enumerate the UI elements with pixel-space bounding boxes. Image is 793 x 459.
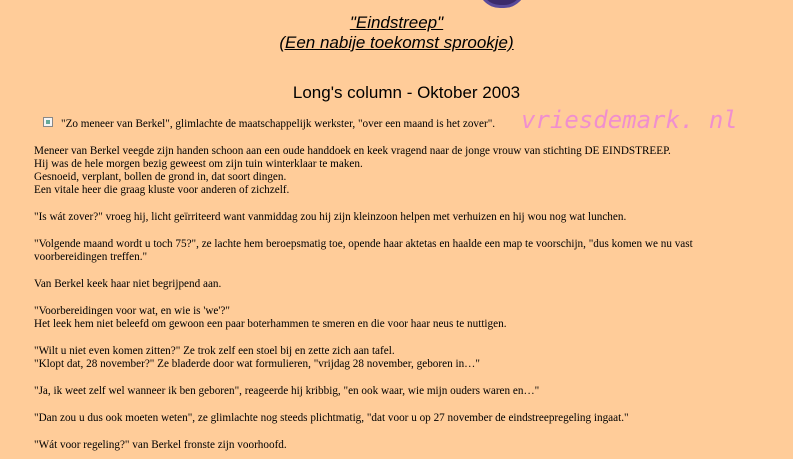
- paragraph-2-line-4: Een vitale heer die graag kluste voor anderen of zichzelf.: [34, 184, 290, 196]
- paragraph-1: "Zo meneer van Berkel", glimlachte de maatschappelijk werkster, "over een maand is het zover".: [61, 118, 496, 130]
- paragraph-8: "Ja, ik weet zelf wel wanneer ik ben geboren", reageerde hij kribbig, "en ook waar, wie mijn ouders waren en…": [34, 385, 540, 397]
- paragraph-6-line-2: Het leek hem niet beleefd om gewoon een paar boterhammen te smeren en die voor haar neus te nuttigen.: [34, 318, 507, 330]
- paragraph-4-line-2: voorbereidingen treffen.": [34, 251, 148, 263]
- paragraph-6-line-1: "Voorbereidingen voor wat, en wie is 'we'?": [34, 305, 230, 317]
- paragraph-2-line-3: Gesnoeid, verplant, bollen de grond in, dat soort dingen.: [34, 171, 287, 183]
- paragraph-2-line-1: Meneer van Berkel veegde zijn handen schoon aan een oude handdoek en keek vragend naar de jonge vrouw van stichting DE EINDSTREEP.: [34, 145, 671, 157]
- story-subtitle[interactable]: (Een nabije toekomst sprookje): [279, 33, 514, 52]
- paragraph-2-line-2: Hij was de hele morgen bezig geweest om zijn tuin winterklaar te maken.: [34, 158, 363, 170]
- broken-image-icon: [43, 117, 53, 127]
- paragraph-3: "Is wát zover?" vroeg hij, licht geïrriteerd want vanmiddag zou hij zijn kleinzoon helpen met verhuizen en hij wou nog wat lunchen.: [34, 211, 627, 223]
- paragraph-9: "Dan zou u dus ook moeten weten", ze glimlachte nog steeds plichtmatig, "dat voor u op 27 november de eindstreepregeling ingaat.": [34, 412, 629, 424]
- paragraph-5: Van Berkel keek haar niet begrijpend aan.: [34, 278, 222, 290]
- story-title[interactable]: "Eindstreep": [349, 13, 444, 32]
- watermark-text: vriesdemark. nl: [521, 106, 738, 134]
- paragraph-7-line-2: "Klopt dat, 28 november?" Ze bladerde door wat formulieren, "vrijdag 28 november, geboren in…": [34, 358, 480, 370]
- column-title: Long's column - Oktober 2003: [292, 83, 521, 102]
- paragraph-7-line-1: "Wilt u niet even komen zitten?" Ze trok zelf een stoel bij en zette zich aan tafel.: [34, 345, 395, 357]
- paragraph-10: "Wát voor regeling?" van Berkel fronste zijn voorhoofd.: [34, 439, 287, 451]
- paragraph-4-line-1: "Volgende maand wordt u toch 75?", ze lachte hem beroepsmatig toe, opende haar aktetas en haalde een map te voorschijn, "dus komen we nu vast: [34, 238, 693, 250]
- logo-graphic: [478, 0, 526, 8]
